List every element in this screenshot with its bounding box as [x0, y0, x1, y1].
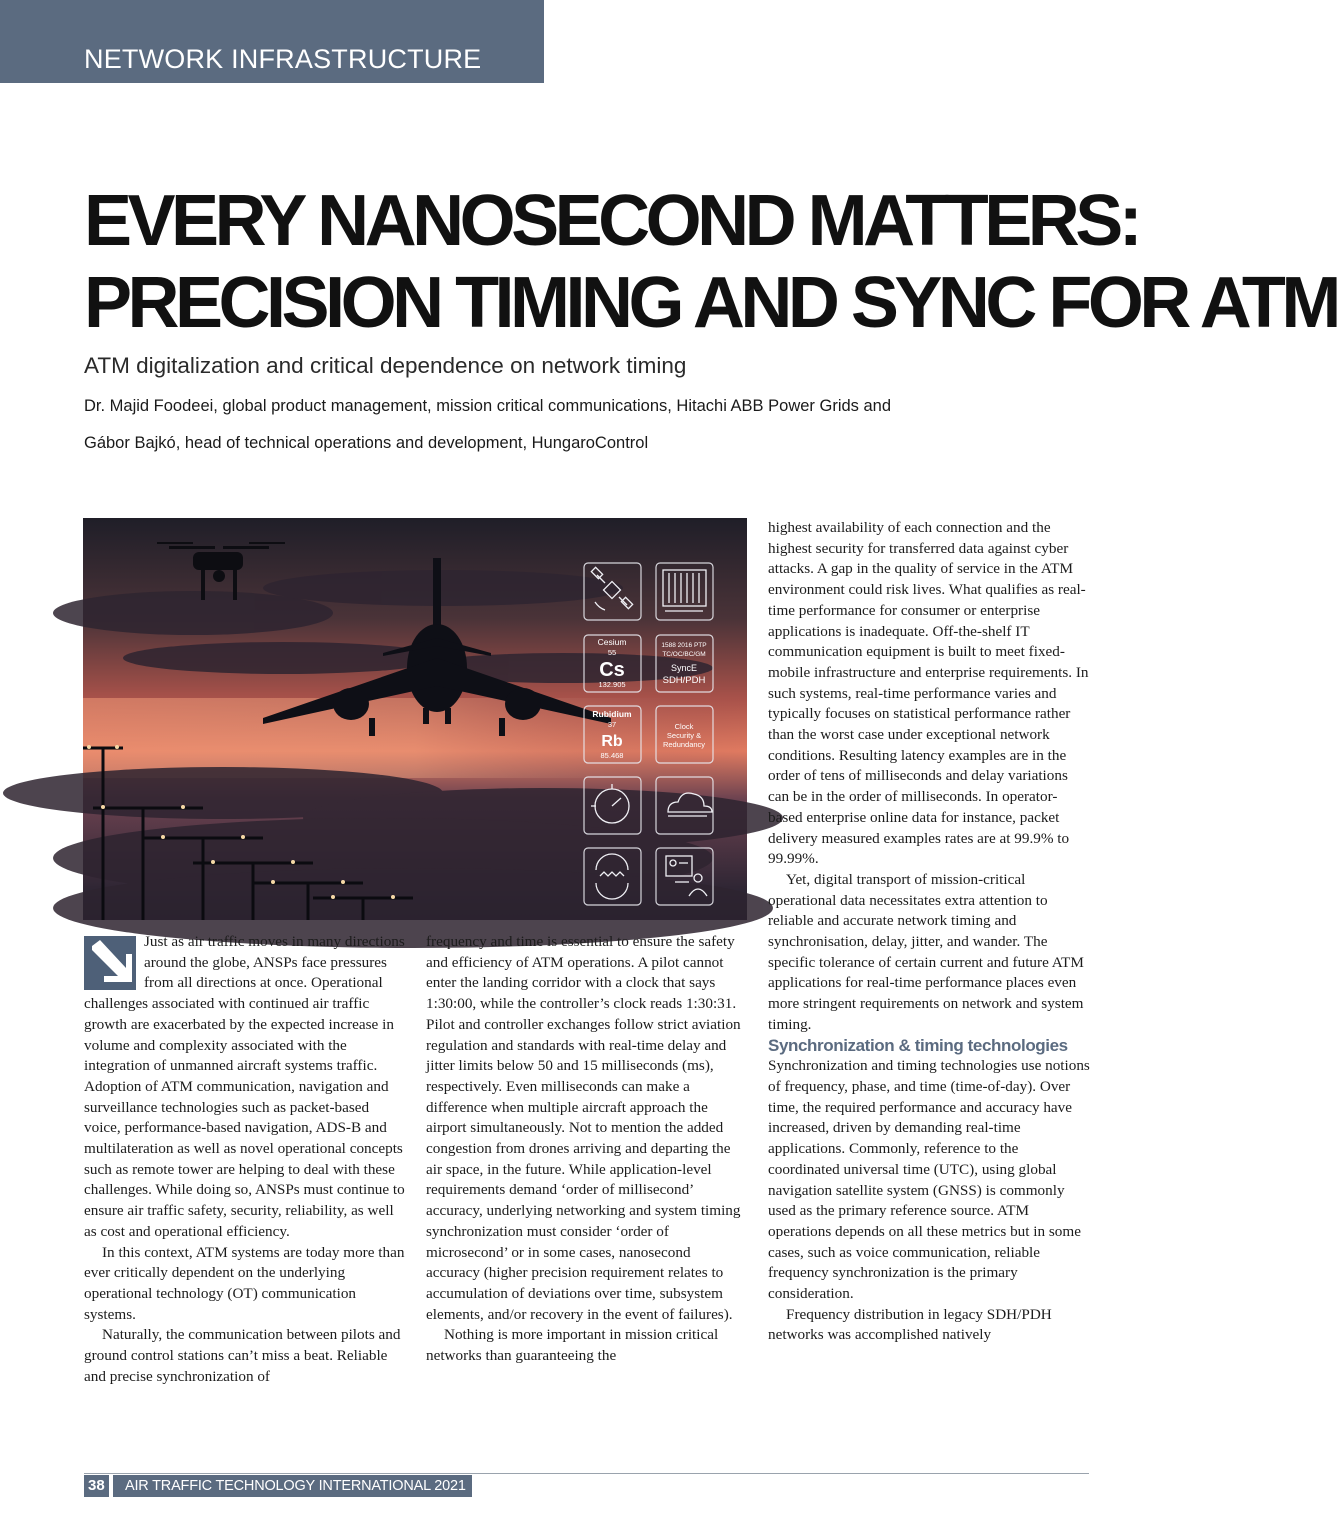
section-label: NETWORK INFRASTRUCTURE	[0, 0, 544, 83]
col2-paragraph-1: frequency and time is essential to ensure the safety and efficiency of ATM operations. A pilot cannot enter the landing corridor with a clock that says 1:30:00, while the controller’s clock reads 1:30:31. Pilot and controller exchanges follow strict aviation regulation and standards with real-time delay and jitter limits below 50 and 15 milliseconds (ms), respectively. Even milliseconds can make a difference when multiple aircraft approach the airport simultaneously. Not to mention the added congestion from drones arriving and departing the air space, in the future. While application-level requirements demand ‘order of millisecond’ accuracy, underlying networking and system timing synchronization must consider ‘order of microsecond’ or in some cases, nanosecond accuracy (higher precision requirement relates to accumulation of deviations over time, subsystem elements, and/or recovery in the event of failures).	[426, 933, 741, 1323]
body-column-2	[426, 932, 748, 1367]
section-subheading: Synchronization & timing technologies	[768, 1035, 1068, 1055]
col2-paragraph-2: Nothing is more important in mission critical networks than guaranteeing the	[426, 1326, 719, 1365]
sync-line-3: SyncE	[670, 663, 698, 673]
headline-line-1: EVERY NANOSECOND MATTERS:	[84, 181, 1139, 261]
rubidium-name: Rubidium	[592, 709, 632, 719]
col3-paragraph-2: Yet, digital transport of mission-critical operational data necessitates extra attention to reliable and accurate network timing and synchronisation, delay, jitter, and wander. The specific tolerance of certain current and future ATM applications for real-time performance places even more stringent requirements on network and system timing.	[768, 870, 1084, 1033]
col3-paragraph-3: Synchronization and timing technologies use notions of frequency, phase, and time (time-of-day). Over time, the required performance and accuracy have increased, driven by demanding real-time applications. Commonly, reference to the coordinated universal time (UTC), using global navigation satellite system (GNSS) is commonly used as the primary reference source. ATM operations depends on all these metrics but in some cases, such as voice communication, reliable frequency synchronization is the primary consideration.	[768, 1057, 1090, 1303]
col1-paragraph-3: Naturally, the communication between pilots and ground control stations can’t miss a beat. Reliable and precise synchronization of	[84, 1326, 401, 1385]
headline-line-2: PRECISION TIMING AND SYNC FOR ATM	[84, 263, 1337, 343]
col1-paragraph-2: In this context, ATM systems are today more than ever critically dependent on the underlying operational technology (OT) communication systems.	[84, 1243, 405, 1323]
col3-paragraph-4: Frequency distribution in legacy SDH/PDH networks was accomplished natively	[768, 1305, 1052, 1344]
cesium-name: Cesium	[597, 637, 627, 647]
sync-line-1: 1588 2016 PTP	[661, 642, 707, 649]
sync-line-4: SDH/PDH	[662, 675, 706, 686]
byline-author-1: Dr. Majid Foodeei, global product management, mission critical communications, Hitachi ABB Power Grids and	[84, 397, 892, 415]
col1-paragraph-1: Just as air traffic moves in many directions around the globe, ANSPs face pressures from all directions at once. Operational challenges associated with continued air traffic growth are exacerbated by the expected increase in volume and complexity associated with the integration of unmanned aircraft systems traffic. Adoption of ATM communication, navigation and surveillance technologies such as packet-based voice, performance-based navigation, ADS-B and multilateration as well as novel operational concepts such as remote tower are helping to deal with these challenges. While doing so, ANSPs must continue to ensure air traffic safety, security, reliability, as well as cost and operational efficiency.	[84, 933, 405, 1240]
page-number: 38	[84, 1475, 109, 1497]
dropcap-arrow-icon	[84, 936, 136, 990]
hero-image	[83, 518, 747, 920]
clock-line-2: Security &	[666, 731, 702, 740]
rubidium-symbol: Rb	[601, 733, 623, 750]
byline-author-2: Gábor Bajkó, head of technical operations and development, HungaroControl	[84, 434, 649, 452]
rubidium-mass: 85.468	[600, 751, 624, 760]
rubidium-number: 37	[607, 720, 617, 729]
headline	[84, 180, 1337, 344]
sync-line-2: TC/OC/BC/GM	[662, 651, 706, 658]
publication-title: AIR TRAFFIC TECHNOLOGY INTERNATIONAL 2021	[113, 1475, 472, 1497]
cesium-number: 55	[607, 648, 617, 657]
body-column-1	[84, 932, 406, 1387]
clock-line-1: Clock	[674, 722, 694, 731]
footer-divider	[84, 1473, 1089, 1474]
subtitle: ATM digitalization and critical dependence on network timing	[84, 353, 687, 378]
cesium-symbol: Cs	[599, 659, 625, 681]
col3-paragraph-1: highest availability of each connection and the highest security for transferred data against cyber attacks. A gap in the quality of service in the ATM environment could risk lives. What qualifies as real-time performance for consumer or enterprise applications is inadequate. Off-the-shelf IT communication equipment is built to meet fixed-mobile infrastructure and enterprise requirements. In such systems, real-time performance varies and typically focuses on statistical performance rather than the worst case under exceptional network conditions. Resulting latency examples are in the order of tens of milliseconds and delay variations can be in the order of milliseconds. In operator-based enterprise online data for instance, packet delivery measured examples rates are at 99.9% to 99.99%.	[768, 519, 1089, 868]
body-column-3	[768, 518, 1090, 1346]
clock-line-3: Redundancy	[662, 740, 706, 749]
cesium-mass: 132.905	[598, 680, 626, 689]
